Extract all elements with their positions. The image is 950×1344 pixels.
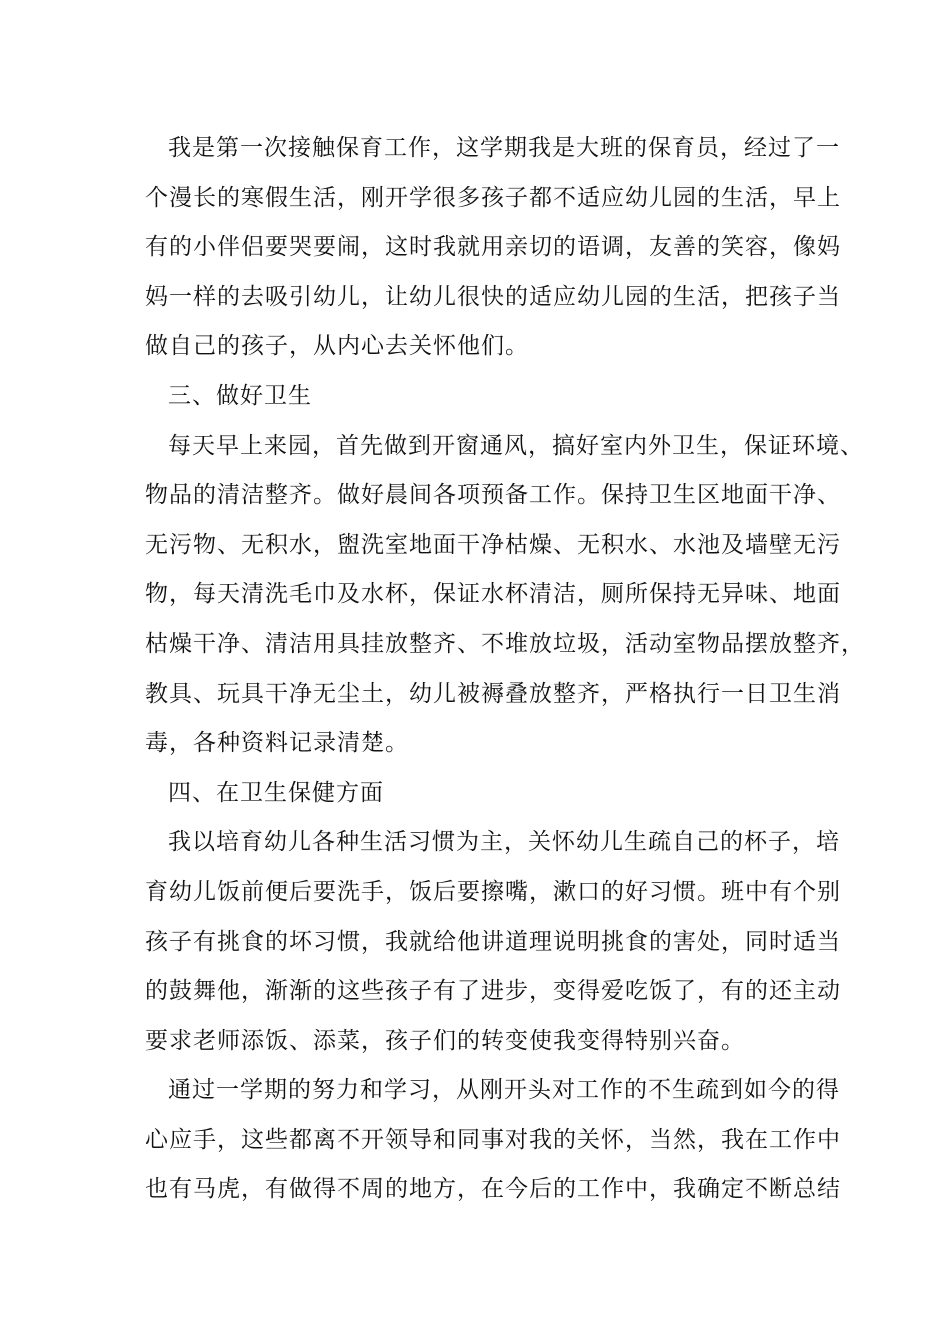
paragraph-line: 孩子有挑食的坏习惯，我就给他讲道理说明挑食的害处，同时适当 <box>145 928 841 955</box>
paragraph-line: 物品的清洁整齐。做好晨间各项预备工作。保持卫生区地面干净、 <box>145 482 841 509</box>
paragraph-line: 物，每天清洗毛巾及水杯，保证水杯清洁，厕所保持无异味、地面 <box>145 581 841 608</box>
paragraph-line: 每天早上来园，首先做到开窗通风，搞好室内外卫生，保证环境、 <box>168 432 864 459</box>
paragraph-line: 也有马虎，有做得不周的地方，在今后的工作中，我确定不断总结 <box>145 1176 841 1203</box>
paragraph-line: 的鼓舞他，渐渐的这些孩子有了进步，变得爱吃饭了，有的还主动 <box>145 978 841 1005</box>
paragraph-line: 要求老师添饭、添菜，孩子们的转变使我变得特别兴奋。 <box>145 1027 745 1054</box>
paragraph-line: 毒，各种资料记录清楚。 <box>145 730 409 757</box>
document-body <box>145 124 865 1215</box>
paragraph-line: 教具、玩具干净无尘土，幼儿被褥叠放整齐，严格执行一日卫生消 <box>145 680 841 707</box>
section-heading: 四、在卫生保健方面 <box>168 779 384 806</box>
paragraph-line: 我以培育幼儿各种生活习惯为主，关怀幼儿生疏自己的杯子，培 <box>168 829 840 856</box>
paragraph-line: 我是第一次接触保育工作，这学期我是大班的保育员，经过了一 <box>168 135 840 161</box>
section-heading: 三、做好卫生 <box>168 382 312 409</box>
paragraph-line: 通过一学期的努力和学习，从刚开头对工作的不生疏到如今的得 <box>168 1077 840 1104</box>
paragraph-line: 个漫长的寒假生活，刚开学很多孩子都不适应幼儿园的生活，早上 <box>145 184 841 211</box>
paragraph-line: 枯燥干净、清洁用具挂放整齐、不堆放垃圾，活动室物品摆放整齐， <box>145 630 865 657</box>
paragraph-line: 育幼儿饭前便后要洗手，饭后要擦嘴，漱口的好习惯。班中有个别 <box>145 878 841 905</box>
paragraph-line: 做自己的孩子，从内心去关怀他们。 <box>145 333 529 360</box>
paragraph-line: 心应手，这些都离不开领导和同事对我的关怀，当然，我在工作中 <box>145 1126 841 1153</box>
paragraph-line: 妈一样的去吸引幼儿，让幼儿很快的适应幼儿园的生活，把孩子当 <box>145 283 841 310</box>
paragraph-line: 无污物、无积水，盥洗室地面干净枯燥、无积水、水池及墙壁无污 <box>145 531 841 558</box>
paragraph-line: 有的小伴侣要哭要闹，这时我就用亲切的语调，友善的笑容，像妈 <box>145 234 841 261</box>
